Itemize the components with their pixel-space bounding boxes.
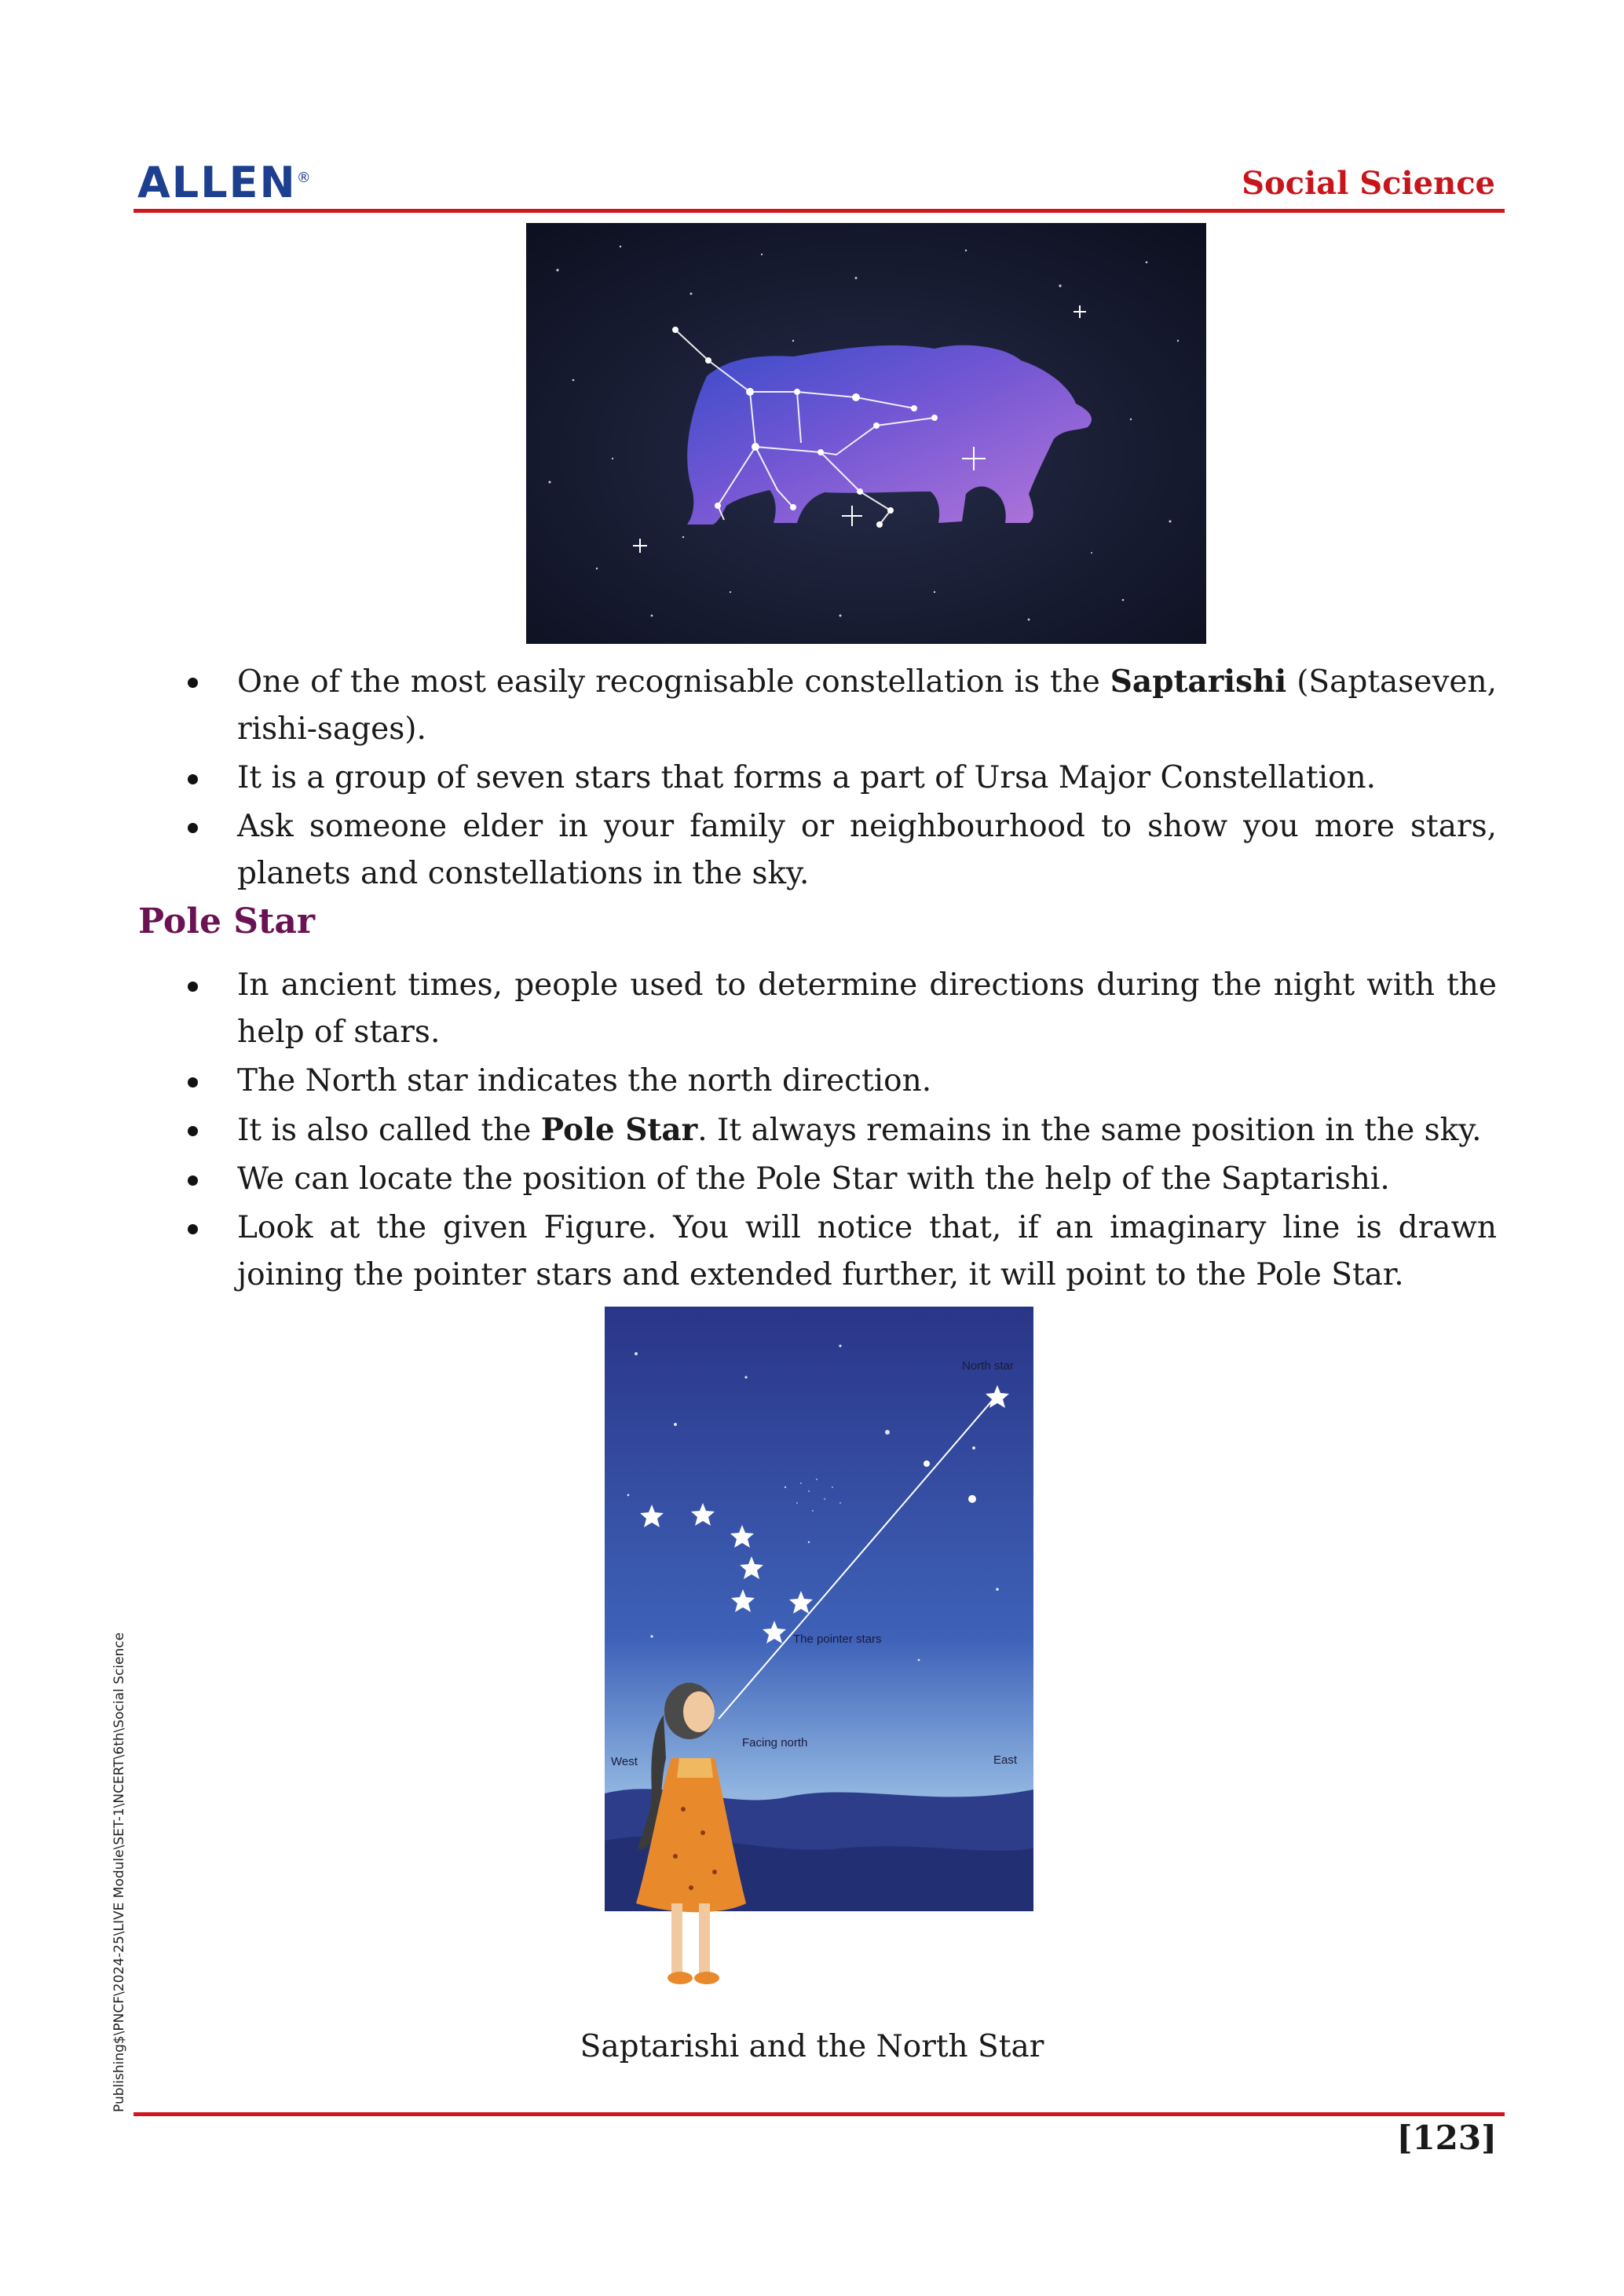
- saptarishi-bullet-list: [0, 658, 1497, 899]
- list-item: It is also called the Pole Star. It always remains in the same position in the sky.: [0, 1106, 1497, 1154]
- subject-title: Social Science: [1242, 165, 1495, 202]
- list-item: The North star indicates the north direction.: [0, 1058, 1497, 1105]
- ursa-major-image: [526, 223, 1206, 644]
- logo-text: ALLEN: [137, 158, 297, 207]
- list-item: Ask someone elder in your family or neighbourhood to show you more stars, planets and constellations in the sky.: [0, 803, 1497, 898]
- bullet-dot: [188, 774, 198, 784]
- bullet-dot: [188, 1175, 198, 1186]
- list-item: Look at the given Figure. You will notice that, if an imaginary line is drawn joining the pointer stars and extended further, it will point to the Pole Star.: [0, 1205, 1497, 1299]
- bullet-dot: [188, 1224, 198, 1234]
- list-item: We can locate the position of the Pole Star with the help of the Saptarishi.: [0, 1156, 1497, 1203]
- bullet-dot: [188, 823, 198, 833]
- bullet-dot: [188, 1126, 198, 1136]
- allen-logo: [137, 158, 313, 207]
- pole-star-heading: Pole Star: [138, 901, 316, 941]
- registered-mark: ®: [296, 170, 313, 186]
- pole-star-bullet-list: [0, 962, 1497, 1300]
- list-item: One of the most easily recognisable constellation is the Saptarishi (Saptaseven, rishi-sages).: [0, 658, 1497, 753]
- bullet-dot: [188, 982, 198, 992]
- footer-rule: [134, 2112, 1505, 2116]
- page-number: [123]: [1396, 2119, 1497, 2157]
- east-label: East: [993, 1753, 1018, 1767]
- pointer-stars-label: The pointer stars: [793, 1632, 882, 1646]
- bullet-dot: [188, 1077, 198, 1088]
- west-label: West: [611, 1755, 638, 1768]
- north-star-label: North star: [962, 1359, 1014, 1373]
- side-file-path: Publishing$\PNCF\2024-25\LIVE Module\SET-1\NCERT\6th\Social Science: [112, 1632, 127, 2112]
- bullet-dot: [188, 678, 198, 688]
- list-item: In ancient times, people used to determine directions during the night with the help of stars.: [0, 962, 1497, 1056]
- header-rule: [134, 209, 1505, 213]
- figure-caption: Saptarishi and the North Star: [580, 2029, 1044, 2064]
- facing-north-label: Facing north: [742, 1736, 808, 1749]
- list-item: It is a group of seven stars that forms a part of Ursa Major Constellation.: [0, 755, 1497, 802]
- saptarishi-north-star-figure: [605, 1307, 1033, 2029]
